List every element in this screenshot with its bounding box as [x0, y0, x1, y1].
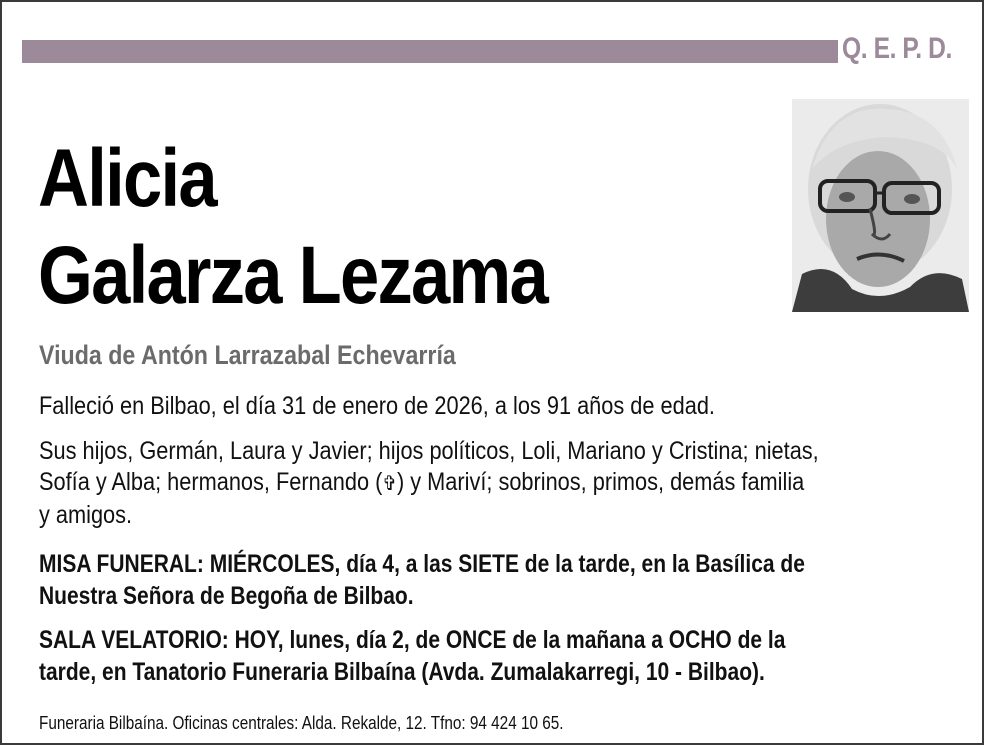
relation-subtitle: Viuda de Antón Larrazabal Echevarría: [39, 340, 456, 370]
death-notice: [39, 391, 953, 422]
cross-icon: ✞: [382, 473, 397, 495]
portrait-photo: [792, 99, 969, 312]
wake-line: tarde, en Tanatorio Funeraria Bilbaína (Avda. Zumalakarregi, 10 - Bilbao).: [39, 658, 765, 686]
funeral-home-footer: Funeraria Bilbaína. Oficinas centrales: Alda. Rekalde, 12. Tfno: 94 424 10 65.: [39, 713, 564, 733]
surnames: Galarza Lezama: [38, 230, 548, 321]
family-line: y amigos.: [39, 501, 133, 529]
header-bar: [22, 40, 838, 63]
funeral-mass-paragraph: [39, 548, 929, 612]
qepd-label: Q. E. P. D.: [842, 32, 952, 65]
first-name: Alicia: [38, 133, 216, 224]
mass-line: Nuestra Señora de Begoña de Bilbao.: [39, 582, 414, 610]
wake-line: SALA VELATORIO: HOY, lunes, día 2, de ONCE de la mañana a OCHO de la: [39, 626, 786, 654]
portrait-photo-icon: [792, 99, 969, 312]
family-line: [39, 467, 953, 500]
family-paragraph: [39, 436, 953, 531]
family-line: Sus hijos, Germán, Laura y Javier; hijos políticos, Loli, Mariano y Cristina; nietas,: [39, 437, 819, 465]
family-line-text: ) y Mariví; sobrinos, primos, demás familia: [396, 468, 805, 496]
family-line-text: Sofía y Alba; hermanos, Fernando (: [39, 468, 383, 496]
death-notice-text: Falleció en Bilbao, el día 31 de enero de 2026, a los 91 años de edad.: [39, 392, 715, 420]
mass-line: MISA FUNERAL: MIÉRCOLES, día 4, a las SIETE de la tarde, en la Basílica de: [39, 550, 805, 578]
wake-paragraph: [39, 624, 929, 688]
